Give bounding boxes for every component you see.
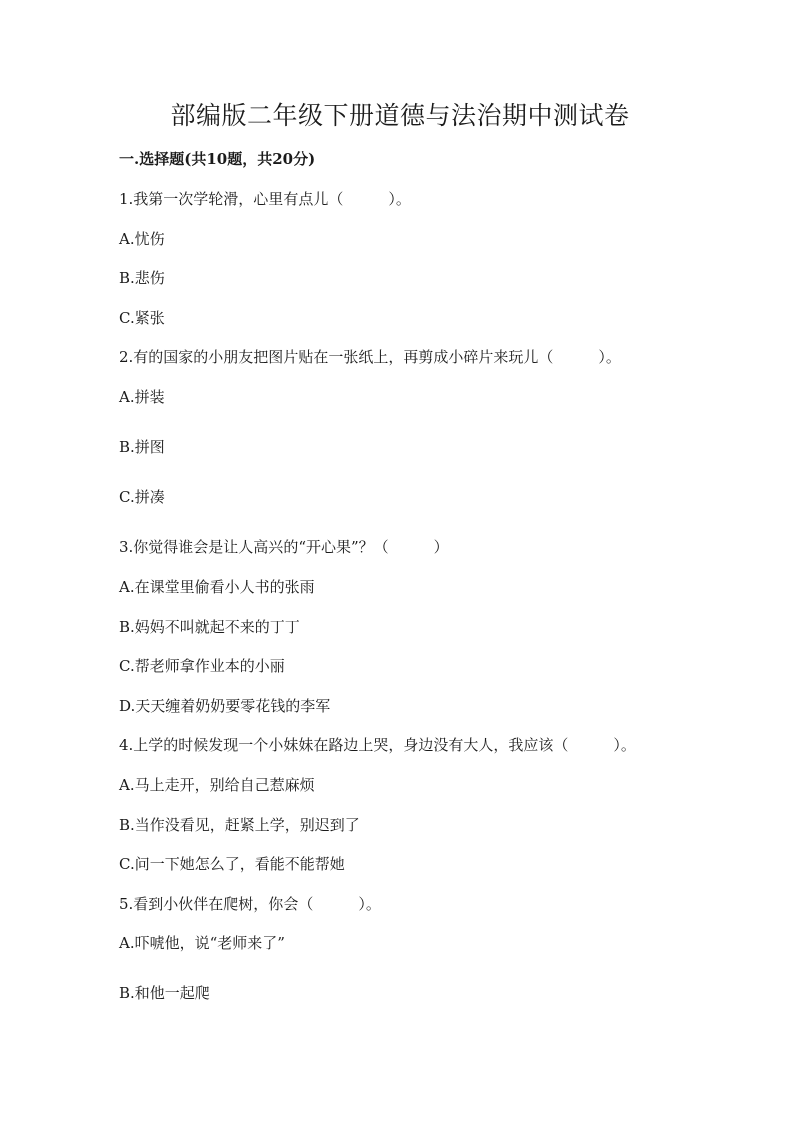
question-3-stem: 3.你觉得谁会是让人高兴的“开心果”？（ ）: [119, 538, 449, 556]
question-1-stem: 1.我第一次学轮滑，心里有点儿（ ）。: [119, 190, 411, 208]
question-4-option-b: B.当作没看见，赶紧上学，别迟到了: [119, 816, 360, 834]
question-4-option-c: C.问一下她怎么了，看能不能帮她: [119, 855, 345, 873]
question-1-option-c: C.紧张: [119, 309, 165, 327]
question-4-option-a: A.马上走开，别给自己惹麻烦: [119, 776, 315, 794]
question-1-option-b: B.悲伤: [119, 269, 165, 287]
page-title: 部编版二年级下册道德与法治期中测试卷: [170, 101, 630, 130]
question-3-option-d: D.天天缠着奶奶要零花钱的李军: [119, 697, 331, 715]
section-heading: 一.选择题(共10题，共20分): [119, 150, 316, 168]
question-2-option-a: A.拼装: [119, 388, 165, 406]
question-3-option-a: A.在课堂里偷看小人书的张雨: [119, 578, 315, 596]
question-2-option-c: C.拼凑: [119, 488, 165, 506]
question-2-option-b: B.拼图: [119, 438, 165, 456]
question-5-option-b: B.和他一起爬: [119, 984, 210, 1002]
question-4-stem: 4.上学的时候发现一个小妹妹在路边上哭，身边没有大人，我应该（ ）。: [119, 736, 636, 754]
question-3-option-c: C.帮老师拿作业本的小丽: [119, 657, 285, 675]
question-3-option-b: B.妈妈不叫就起不来的丁丁: [119, 618, 300, 636]
question-5-option-a: A.吓唬他，说“老师来了”: [119, 934, 285, 952]
question-5-stem: 5.看到小伙伴在爬树，你会（ ）。: [119, 895, 381, 913]
question-2-stem: 2.有的国家的小朋友把图片贴在一张纸上，再剪成小碎片来玩儿（ ）。: [119, 348, 621, 366]
question-1-option-a: A.忧伤: [119, 230, 165, 248]
